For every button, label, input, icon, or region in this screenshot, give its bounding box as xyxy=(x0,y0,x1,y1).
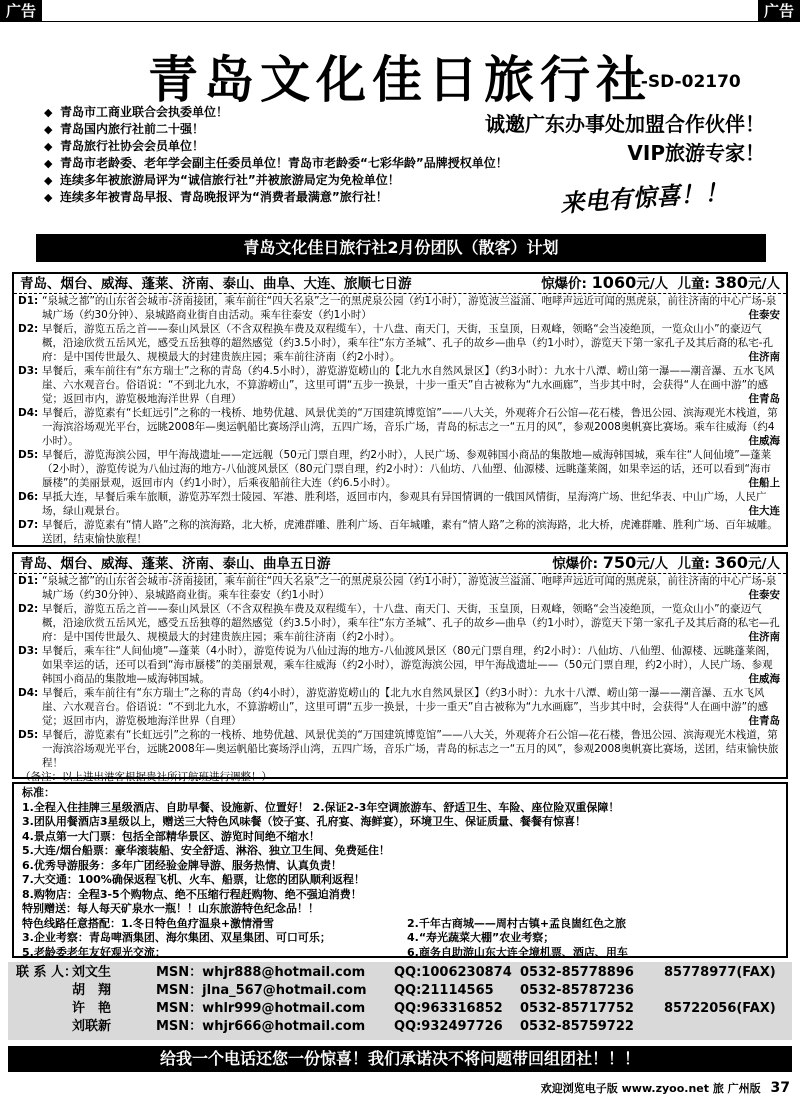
standard-line: 特别赠送：每人每天矿泉水一瓶！！山东旅游特色纪念品！！ xyxy=(22,902,319,915)
slogans xyxy=(420,110,765,168)
tour-name: 青岛、烟台、威海、蓬莱、济南、泰山、曲阜五日游 xyxy=(20,556,331,572)
itinerary-day: D3: 早餐后，乘车往“人间仙境”—蓬莱（4小时），游览传说为八仙过海的地方-八仙渡风景区（80元门票自理，约2小时）：八仙坊、八仙塑、仙源楼、远眺蓬莱阁，如果幸运的话，还可以看到“海市蜃楼”的美丽景观，乘车往威海（约2小时），游览海滨公园，甲午海战遗址——（50元门票自理，约2小时），人民广场、参观韩国小商品的集散地—威海韩国城。 住威海 xyxy=(18,645,780,685)
slogan-partner: 诚邀广东办事处加盟合作伙伴！ xyxy=(485,112,765,136)
tour-seven-day xyxy=(12,272,788,547)
special-routes-title: 特色线路任意搭配： xyxy=(22,916,121,930)
slogan-vip: VIP旅游专家！ xyxy=(627,141,765,165)
license-number: L-SD-02170 xyxy=(630,72,741,92)
plan-banner: 青岛文化佳日旅行社2月份团队（散客）计划 xyxy=(36,234,766,262)
itinerary-day: D5: 早餐后，游览海滨公园，甲午海战遗址——定远舰（50元门票自理，约2小时），人民广场、参观韩国小商品的集散地—威海韩国城，乘车往“人间仙境”—蓬莱（2小时），游览传说为八仙过海的地方-八仙渡风景区（80元门票自理，约2小时）：八仙坊、八仙塑、仙源楼、远眺蓬莱阁，如果幸运的话，还可以看到“海市蜃楼”的美丽景观，返回市内（约1小时），后乘夜船前往大连（约6.5小时）。 住船上 xyxy=(18,449,780,489)
honor-item: ◆ 青岛市老龄委、老年学会副主任委员单位！青岛市老龄委“七彩华龄”品牌授权单位！ xyxy=(44,156,508,170)
tour-price: 惊爆价: 750元/人 儿童: 360元/人 xyxy=(552,553,780,572)
phone-number[interactable]: 0532-85759722 xyxy=(520,1019,634,1034)
contact-row: 联 系 人： 刘文生 MSN：whjr888@hotmail.com QQ:1006230874 0532-85778896 85778977(FAX) xyxy=(16,965,776,980)
special-routes-row: 特色线路任意搭配：1.冬日特色鱼疗温泉+激情滑雪 2.千年古商城——周村古镇+孟良崮红色之旅 xyxy=(22,916,627,930)
tour-price: 惊爆价: 1060元/人 儿童: 380元/人 xyxy=(541,273,780,292)
phone-number[interactable]: 0532-85778896 xyxy=(520,965,634,980)
page-footer xyxy=(541,1080,790,1096)
contact-row: 刘联新 MSN：whjr666@hotmail.com QQ:932497726 0532-85759722 xyxy=(72,1019,634,1034)
diamond-icon: ◆ xyxy=(44,157,53,170)
standard-line: 6.优秀导游服务：多年广团经验金牌导游、服务热情、认真负责！ xyxy=(22,858,342,872)
itinerary-day: D6: 早抵大连，早餐后乘车旅顺，游览苏军烈士陵园、军港、胜利塔，返回市内，参观具有异国情调的一俄国风情街，星海湾广场、世纪华表、中山广场，人民广场，绿山观景台。 住大连 xyxy=(18,491,780,517)
honor-item: ◆ 青岛市工商业联合会执委单位！ xyxy=(44,105,229,119)
ad-tag-right: 广告 xyxy=(758,0,800,22)
tour-name: 青岛、烟台、威海、蓬莱、济南、泰山、曲阜、大连、旅顺七日游 xyxy=(20,276,412,292)
promise-banner: 给我一个电话还您一份惊喜！我们承诺决不将问题带回组团社！！！ xyxy=(8,1046,792,1072)
standard-line: 4.景点第一大门票：包括全部精华景区、游览时间绝不缩水！ xyxy=(22,829,320,843)
special-routes-row: 3.企业考察：青岛啤酒集团、海尔集团、双星集团、可口可乐； 4.“寿光蔬菜大棚”农业考察； xyxy=(22,931,555,944)
standard-line: 7.大交通：100%确保返程飞机、火车、船票，让您的团队顺利返程！ xyxy=(22,873,365,886)
msn-address[interactable]: MSN：whlr999@hotmail.com xyxy=(156,1001,366,1016)
itinerary-day: D5: 早餐后，游览素有“长虹远引”之称的一栈桥、地势优越、风景优美的“万国建筑博览馆”——八大关，外观蒋介石公馆—花石楼，鲁迅公园、滨海观光木栈道，第一海滨浴场观光平台，远眺2008年—奥运帆船比赛场浮山湾，五四广场，音乐广场，青岛的标志之一“五月的风”，参观2008奥帆赛比赛场，送团，结束愉快旅程！ xyxy=(18,729,779,769)
tour-header xyxy=(14,554,786,574)
tour-note: （备注：以上进出港客根据贵社所订航班进行调整！） xyxy=(20,771,272,783)
diamond-icon: ◆ xyxy=(44,191,53,204)
diamond-icon: ◆ xyxy=(44,123,53,136)
contact-label: 联 系 人： xyxy=(16,965,78,980)
standard-line: 5.大连/烟台船票：豪华滚装船、安全舒适、淋浴、独立卫生间、免费延住！ xyxy=(22,844,390,857)
agency-name: 青岛文化佳日旅行社 xyxy=(148,51,652,109)
diamond-icon: ◆ xyxy=(44,106,53,119)
contact-row: 许 艳 MSN：whlr999@hotmail.com QQ:963316852 0532-85717752 85722056(FAX) xyxy=(72,1001,776,1016)
special-routes-row: 5.老龄委老年友好观光交流； 6.商务自助游山东大连全境机票、酒店、用车 xyxy=(22,945,628,959)
top-rule xyxy=(0,21,800,22)
diamond-icon: ◆ xyxy=(44,174,53,187)
itinerary-day: D3: 早餐后，乘车前往有“东方瑞士”之称的青岛（约4.5小时），游览游览崂山的【北九水自然风景区】（约3小时）：九水十八潭、崂山第一瀑——潮音瀑、五水飞风崖、六水观音台。俗语说：“不到北九水，不算游崂山”，这里可谓“五步一换景，十步一重天”自古被称为“九水画廊”，当步其中时，会获得“人在画中游”的感觉；返回市内，游览极地海洋世界（自理） 住青岛 xyxy=(18,365,780,405)
itinerary-day: D4: 早餐后，游览素有“长虹远引”之称的一栈桥、地势优越、风景优美的“万国建筑博览馆”——八大关，外观蒋介石公馆—花石楼，鲁迅公园、滨海观光木栈道，第一海滨浴场观光平台，远眺2008年—奥运帆船比赛场浮山湾，五四广场，音乐广场，青岛的标志之一“五月的风”，参观2008奥帆赛比赛场。乘车往威海（约4小时）。 住威海 xyxy=(18,407,780,447)
itinerary-day: D2: 早餐后，游览五岳之首——泰山风景区（不含双程换车费及双程缆车），十八盘、南天门、天街，玉皇顶，日观峰，领略“会当凌绝顶，一览众山小”的豪迈气概，沿途欣赏五岳风光，感受五岳独尊的超然感觉（约3.5小时），乘车往“东方圣城”、孔子的故乡—曲阜（约1小时），游览天下第一家孔子及其后裔的私宅—孔府：是中国传世最久、规模最大的封建贵族庄园；乘车前往济南（约2小时）。 住济南 xyxy=(18,603,780,643)
tour-header xyxy=(14,274,786,294)
surprise-slogan: 来电有惊喜！！ xyxy=(559,178,729,218)
msn-address[interactable]: MSN：whjr888@hotmail.com xyxy=(156,965,366,980)
tour-five-day xyxy=(12,552,788,783)
ad-tag-left: 广告 xyxy=(0,0,42,22)
footer-text: 欢迎浏览电子版 www.zyoo.net 旅 广州版 xyxy=(540,1082,761,1095)
msn-address[interactable]: MSN：whjr666@hotmail.com xyxy=(156,1019,366,1034)
standard-line: 1.全程入住挂牌三星级酒店、自助早餐、设施新、位置好！ 2.保证2-3年空调旅游车、舒适卫生、车险、座位险双重保障！ xyxy=(22,800,620,814)
standard-line: 3.团队用餐酒店3星级以上，赠送三大特色风味餐（饺子宴、孔府宴、海鲜宴），环境卫生、保证质量、餐餐有惊喜！ xyxy=(22,815,586,828)
itinerary-day: D1: “泉城之都”的山东省会城市-济南接团，乘车前往“四大名泉”之一的黑虎泉公园（约1小时），游览波兰溢涌、咆哮声远近可闻的黑虎泉，前往济南的中心广场-泉城广场（约30分钟）、泉城路商业街自由活动。乘车往泰安（约1小时） 住泰安 xyxy=(18,295,780,321)
service-standards xyxy=(12,782,788,958)
page-number: 37 xyxy=(770,1080,790,1096)
diamond-icon: ◆ xyxy=(44,140,53,153)
honor-item: ◆ 连续多年被旅游局评为“诚信旅行社”并被旅游局定为免检单位！ xyxy=(44,173,400,187)
standard-line: 8.购物店：全程3-5个购物点、绝不压缩行程赶购物、绝不强迫消费！ xyxy=(22,887,362,901)
itinerary-day: D1: “泉城之都”的山东省会城市-济南接团，乘车前往“四大名泉”之一的黑虎泉公园（约1小时），游览波兰溢涌、咆哮声远近可闻的黑虎泉，前往济南的中心广场-泉城广场（约30分钟）、泉城路商业街。乘车往泰安（约1小时） 住泰安 xyxy=(18,575,780,601)
standards-title: 标准： xyxy=(22,786,55,799)
contact-panel xyxy=(8,962,792,1040)
phone-number[interactable]: 0532-85717752 xyxy=(520,1001,634,1016)
itinerary-day: D2: 早餐后，游览五岳之首——泰山风景区（不含双程换车费及双程缆车），十八盘、南天门，天街，玉皇顶，日观峰，领略“会当凌绝顶，一览众山小”的豪迈气概，沿途欣赏五岳风光，感受五岳独尊的超然感觉（约3.5小时），乘车往“东方圣城”、孔子的故乡—曲阜（约1小时），游览天下第一家孔子及其后裔的私宅-孔府：是中国传世最久、规模最大的封建贵族庄园；乘车前往济南（约2小时）。 住济南 xyxy=(18,323,780,363)
honor-item: ◆ 青岛国内旅行社前二十强！ xyxy=(44,122,205,136)
contact-row: 胡 翔 MSN：jlna_567@hotmail.com QQ:21114565 0532-85787236 xyxy=(72,983,634,998)
itinerary-day: D4: 早餐后，乘车前往有“东方瑞士”之称的青岛（约4小时），游览游览崂山的【北九水自然风景区】（约3小时）：九水十八潭、崂山第一瀑——潮音瀑、五水飞风崖、六水观音台。俗语说：“不到北九水，不算游崂山”，这里可谓“五步一换景，十步一重天”自古被称为“九水画廊”，当步其中时，会获得“人在画中游”的感觉；返回市内，游览极地海洋世界（自理） 住青岛 xyxy=(18,687,780,727)
itinerary-day: D7: 早餐后，游览素有“情人路”之称的滨海路，北大桥，虎滩群雕、胜利广场、百年城雕，素有“情人路”之称的滨海路，北大桥，虎滩群雕、胜利广场、百年城雕。送团，结束愉快旅程！ xyxy=(18,519,778,545)
honor-item: ◆ 连续多年被青岛早报、青岛晚报评为“消费者最满意”旅行社！ xyxy=(44,190,388,204)
msn-address[interactable]: MSN：jlna_567@hotmail.com xyxy=(156,983,367,998)
honor-item: ◆ 青岛旅行社协会会员单位！ xyxy=(44,139,205,153)
phone-number[interactable]: 0532-85787236 xyxy=(520,983,634,998)
